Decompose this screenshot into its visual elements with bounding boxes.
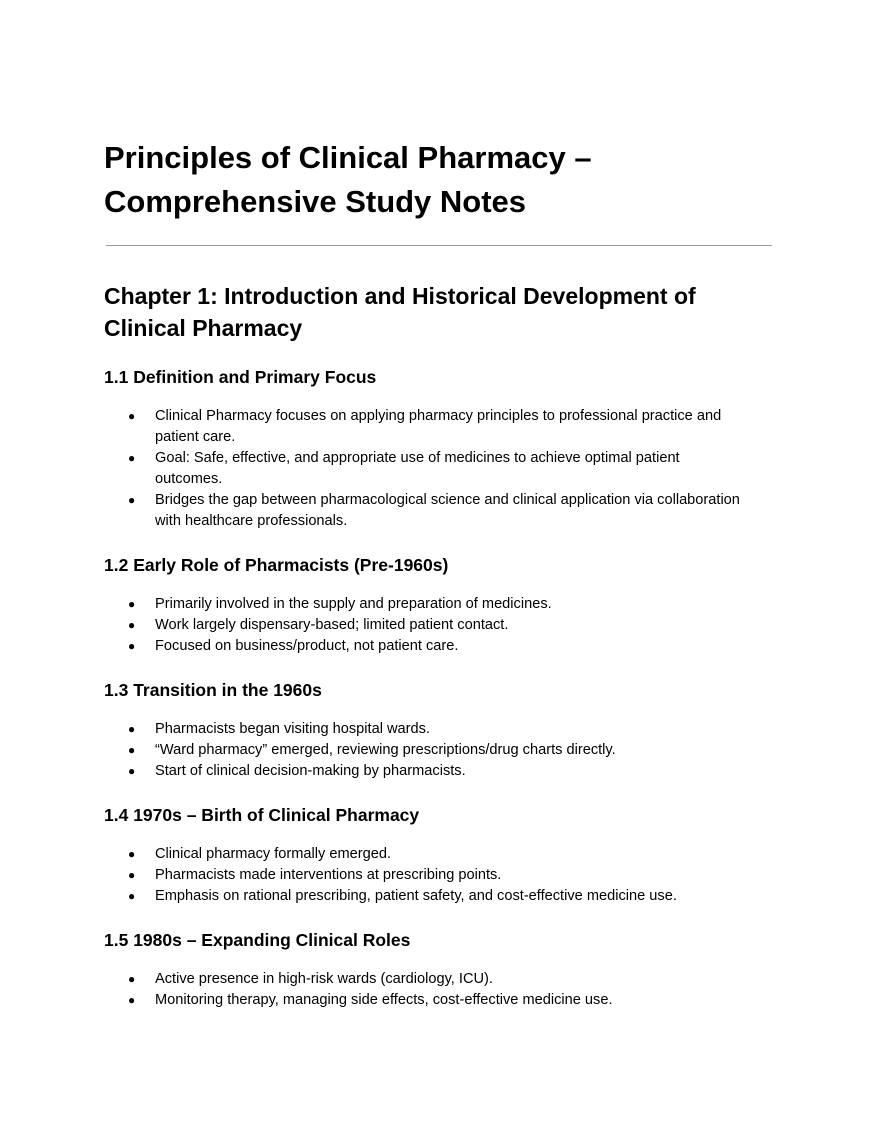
list-item [104,886,744,907]
bullet-list [104,594,744,657]
list-item-text: Primarily involved in the supply and preparation of medicines. [155,596,552,612]
bullet-icon: ● [128,618,136,632]
bullet-icon: ● [128,993,136,1007]
bullet-list [104,406,744,532]
list-item [104,719,744,740]
bullet-icon: ● [128,451,136,465]
bullet-icon: ● [128,764,136,778]
list-item [104,761,744,782]
list-item [104,865,744,886]
section-heading: 1.4 1970s – Birth of Clinical Pharmacy [104,805,420,825]
document-title [104,136,592,224]
list-item-text: Work largely dispensary-based; limited patient contact. [155,617,509,633]
section-heading: 1.5 1980s – Expanding Clinical Roles [104,930,411,950]
list-item-text: Pharmacists began visiting hospital wards. [155,721,430,737]
section-heading: 1.2 Early Role of Pharmacists (Pre-1960s) [104,555,449,575]
section-heading: 1.1 Definition and Primary Focus [104,367,377,387]
list-item-text: Pharmacists made interventions at prescribing points. [155,867,502,883]
bullet-icon: ● [128,722,136,736]
bullet-list [104,844,744,907]
bullet-icon: ● [128,972,136,986]
bullet-icon: ● [128,889,136,903]
list-item-text: Clinical pharmacy formally emerged. [155,846,392,862]
list-item-text: Goal: Safe, effective, and appropriate use of medicines to achieve optimal patient outcomes. [155,450,680,487]
list-item-text: Start of clinical decision-making by pharmacists. [155,763,466,779]
list-item [104,990,744,1011]
bullet-icon: ● [128,847,136,861]
list-item [104,594,744,615]
section-heading: 1.3 Transition in the 1960s [104,680,322,700]
bullet-icon: ● [128,493,136,507]
chapter-line: Clinical Pharmacy [104,315,303,341]
list-item [104,406,744,448]
title-line: Principles of Clinical Pharmacy – [104,140,592,175]
list-item [104,740,744,761]
bullet-list [104,969,744,1011]
title-line: Comprehensive Study Notes [104,184,527,219]
list-item-text: Active presence in high-risk wards (cardiology, ICU). [155,971,493,987]
bullet-list [104,719,744,782]
bullet-icon: ● [128,409,136,423]
list-item-text: Bridges the gap between pharmacological science and clinical application via collaboration with healthcare professionals. [155,492,740,529]
chapter-heading [104,280,696,344]
list-item-text: “Ward pharmacy” emerged, reviewing prescriptions/drug charts directly. [155,742,616,758]
bullet-icon: ● [128,639,136,653]
bullet-icon: ● [128,743,136,757]
list-item-text: Focused on business/product, not patient care. [155,638,459,654]
horizontal-divider [106,245,772,246]
list-item [104,615,744,636]
bullet-icon: ● [128,597,136,611]
list-item [104,448,744,490]
list-item-text: Clinical Pharmacy focuses on applying pharmacy principles to professional practice and patient care. [155,408,722,445]
list-item-text: Emphasis on rational prescribing, patient safety, and cost-effective medicine use. [155,888,677,904]
list-item-text: Monitoring therapy, managing side effects, cost-effective medicine use. [155,992,613,1008]
list-item [104,636,744,657]
bullet-icon: ● [128,868,136,882]
list-item [104,844,744,865]
chapter-line: Chapter 1: Introduction and Historical Development of [104,283,696,309]
list-item [104,490,744,532]
list-item [104,969,744,990]
